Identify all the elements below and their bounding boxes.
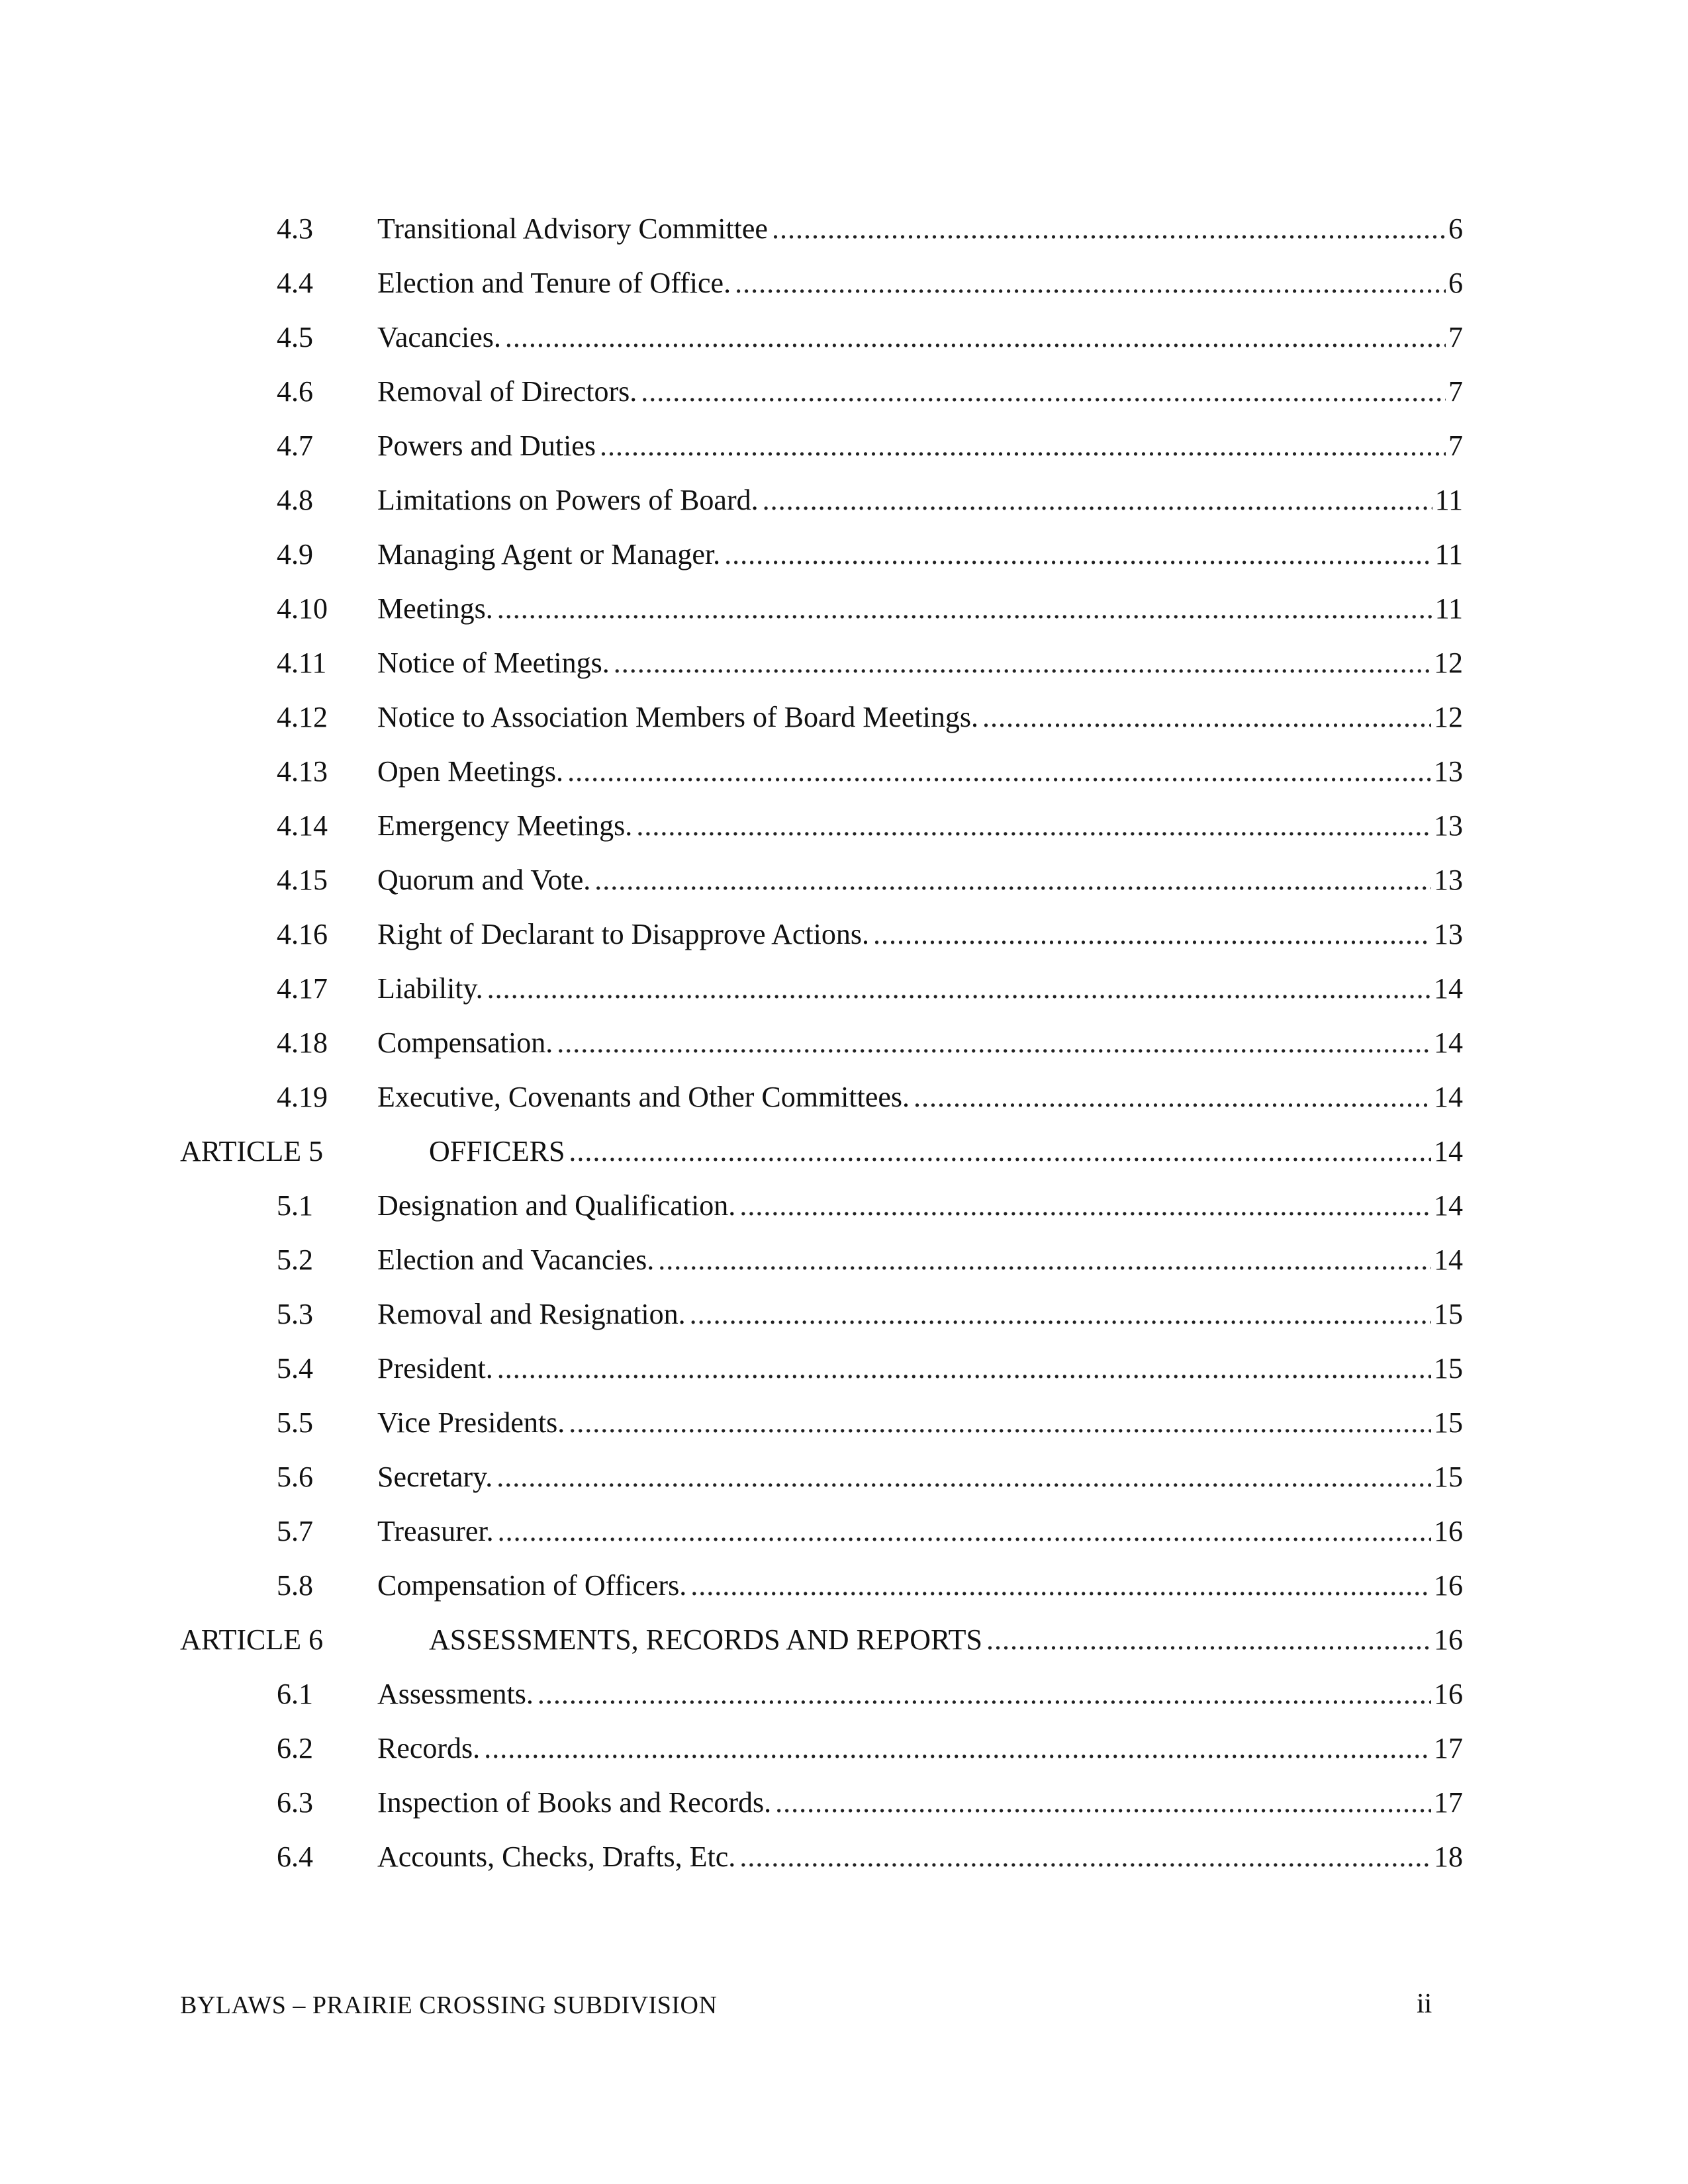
toc-entry-line: [377, 807, 1463, 844]
toc-section-row: [0, 1404, 1688, 1459]
dot-leader: [914, 1079, 1431, 1116]
toc-entry-number: 4.15: [277, 864, 328, 896]
dot-leader: [498, 1513, 1431, 1550]
table-of-contents: [0, 210, 1688, 1893]
dot-leader: [772, 210, 1446, 248]
toc-section-row: [0, 265, 1688, 319]
toc-section-row: [0, 373, 1688, 428]
dot-leader: [641, 373, 1446, 410]
toc-entry-line: [377, 1513, 1463, 1550]
toc-entry-line: [377, 1296, 1463, 1333]
toc-entry-number: 6.4: [277, 1841, 313, 1873]
toc-section-row: [0, 1567, 1688, 1621]
toc-entry-number: 4.11: [277, 647, 327, 679]
toc-entry-page: 7: [1448, 430, 1463, 462]
toc-entry-line: [377, 1459, 1463, 1496]
dot-leader: [763, 482, 1432, 519]
toc-section-row: [0, 1350, 1688, 1404]
toc-entry-title: Right of Declarant to Disapprove Actions.: [377, 918, 869, 950]
toc-entry-line: [377, 1784, 1463, 1821]
toc-entry-title: Vice Presidents.: [377, 1406, 565, 1439]
toc-entry-line: [429, 1133, 1463, 1170]
toc-entry-page: 13: [1434, 864, 1463, 896]
toc-entry-number: ARTICLE 5: [180, 1135, 324, 1167]
toc-section-row: [0, 1296, 1688, 1350]
toc-entry-line: [377, 753, 1463, 790]
toc-entry-page: 16: [1434, 1515, 1463, 1547]
toc-entry-page: 11: [1434, 592, 1463, 625]
toc-entry-page: 14: [1434, 1026, 1463, 1059]
toc-section-row: [0, 862, 1688, 916]
toc-entry-line: [377, 1079, 1463, 1116]
dot-leader: [739, 1187, 1431, 1224]
toc-entry-number: 4.12: [277, 701, 328, 733]
toc-entry-page: 16: [1434, 1569, 1463, 1602]
toc-entry-line: [377, 699, 1463, 736]
toc-section-row: [0, 1079, 1688, 1133]
toc-section-row: [0, 319, 1688, 373]
toc-entry-number: 4.19: [277, 1081, 328, 1113]
toc-entry-number: 4.9: [277, 538, 313, 570]
toc-entry-line: [377, 210, 1463, 248]
toc-entry-page: 17: [1434, 1786, 1463, 1819]
toc-entry-number: 5.4: [277, 1352, 313, 1385]
dot-leader: [487, 970, 1431, 1007]
toc-entry-number: 4.18: [277, 1026, 328, 1059]
toc-entry-title: OFFICERS: [429, 1135, 565, 1167]
dot-leader: [497, 1350, 1431, 1387]
toc-entry-title: Secretary.: [377, 1461, 493, 1493]
toc-section-row: [0, 482, 1688, 536]
toc-entry-title: Liability.: [377, 972, 483, 1005]
toc-section-row: [0, 1676, 1688, 1730]
toc-entry-title: Election and Tenure of Office.: [377, 267, 731, 299]
toc-article-row: [0, 1133, 1688, 1187]
toc-entry-page: 15: [1434, 1406, 1463, 1439]
toc-entry-number: 6.1: [277, 1678, 313, 1710]
toc-entry-number: 4.14: [277, 809, 328, 842]
toc-entry-line: [377, 590, 1463, 627]
toc-entry-title: Quorum and Vote.: [377, 864, 591, 896]
toc-entry-page: 12: [1434, 701, 1463, 733]
toc-entry-page: 6: [1448, 212, 1463, 245]
toc-entry-page: 15: [1434, 1298, 1463, 1330]
toc-entry-title: Open Meetings.: [377, 755, 564, 788]
toc-section-row: [0, 807, 1688, 862]
toc-entry-page: 7: [1448, 375, 1463, 408]
toc-section-row: [0, 699, 1688, 753]
toc-entry-line: [429, 1621, 1463, 1659]
toc-section-row: [0, 1730, 1688, 1784]
toc-article-row: [0, 1621, 1688, 1676]
toc-entry-page: 12: [1434, 647, 1463, 679]
toc-entry-title: Election and Vacancies.: [377, 1244, 655, 1276]
toc-entry-number: 5.7: [277, 1515, 313, 1547]
toc-section-row: [0, 753, 1688, 807]
toc-section-row: [0, 590, 1688, 645]
toc-entry-line: [377, 373, 1463, 410]
toc-entry-title: Notice of Meetings.: [377, 647, 610, 679]
dot-leader: [739, 1839, 1431, 1876]
toc-section-row: [0, 210, 1688, 265]
toc-entry-page: 14: [1434, 1135, 1463, 1167]
toc-section-row: [0, 645, 1688, 699]
dot-leader: [690, 1567, 1431, 1604]
dot-leader: [614, 645, 1431, 682]
toc-entry-line: [377, 970, 1463, 1007]
toc-entry-number: 6.2: [277, 1732, 313, 1764]
dot-leader: [658, 1242, 1431, 1279]
toc-entry-page: 11: [1434, 538, 1463, 570]
dot-leader: [484, 1730, 1431, 1767]
toc-entry-title: Compensation of Officers.: [377, 1569, 687, 1602]
toc-entry-title: Inspection of Books and Records.: [377, 1786, 772, 1819]
dot-leader: [735, 265, 1446, 302]
toc-entry-page: 14: [1434, 972, 1463, 1005]
toc-section-row: [0, 1024, 1688, 1079]
toc-entry-line: [377, 1839, 1463, 1876]
toc-entry-number: 4.17: [277, 972, 328, 1005]
toc-entry-title: Powers and Duties: [377, 430, 596, 462]
toc-entry-page: 16: [1434, 1623, 1463, 1656]
dot-leader: [496, 1459, 1431, 1496]
toc-entry-page: 13: [1434, 809, 1463, 842]
toc-entry-number: 4.16: [277, 918, 328, 950]
toc-entry-line: [377, 1730, 1463, 1767]
dot-leader: [569, 1404, 1431, 1441]
toc-entry-title: Records.: [377, 1732, 481, 1764]
dot-leader: [724, 536, 1432, 573]
dot-leader: [497, 590, 1432, 627]
toc-entry-page: 17: [1434, 1732, 1463, 1764]
toc-entry-number: 4.4: [277, 267, 313, 299]
toc-section-row: [0, 1839, 1688, 1893]
toc-entry-line: [377, 1404, 1463, 1441]
toc-entry-line: [377, 1567, 1463, 1604]
dot-leader: [505, 319, 1446, 356]
toc-entry-number: 5.1: [277, 1189, 313, 1222]
toc-entry-number: 4.10: [277, 592, 328, 625]
toc-entry-title: Executive, Covenants and Other Committees.: [377, 1081, 910, 1113]
dot-leader: [636, 807, 1431, 844]
dot-leader: [567, 753, 1431, 790]
dot-leader: [775, 1784, 1431, 1821]
toc-entry-title: Compensation.: [377, 1026, 553, 1059]
toc-entry-title: Removal of Directors.: [377, 375, 637, 408]
toc-entry-line: [377, 645, 1463, 682]
toc-entry-title: ASSESSMENTS, RECORDS AND REPORTS: [429, 1623, 983, 1656]
toc-section-row: [0, 428, 1688, 482]
toc-entry-title: Transitional Advisory Committee: [377, 212, 768, 245]
toc-section-row: [0, 1242, 1688, 1296]
toc-entry-number: 5.6: [277, 1461, 313, 1493]
toc-entry-page: 13: [1434, 918, 1463, 950]
toc-entry-page: 14: [1434, 1081, 1463, 1113]
toc-entry-page: 7: [1448, 321, 1463, 353]
footer-document-title: BYLAWS – PRAIRIE CROSSING SUBDIVISION: [180, 1991, 718, 2019]
toc-entry-number: 4.3: [277, 212, 313, 245]
toc-entry-page: 18: [1434, 1841, 1463, 1873]
dot-leader: [986, 1621, 1431, 1659]
dot-leader: [594, 862, 1431, 899]
toc-entry-title: Accounts, Checks, Drafts, Etc.: [377, 1841, 736, 1873]
dot-leader: [538, 1676, 1431, 1713]
toc-entry-title: Managing Agent or Manager.: [377, 538, 721, 570]
toc-entry-title: Notice to Association Members of Board Meetings.: [377, 701, 978, 733]
toc-entry-page: 15: [1434, 1352, 1463, 1385]
toc-entry-number: 4.6: [277, 375, 313, 408]
toc-entry-line: [377, 862, 1463, 899]
toc-entry-page: 16: [1434, 1678, 1463, 1710]
dot-leader: [600, 428, 1446, 465]
toc-entry-number: 5.5: [277, 1406, 313, 1439]
toc-entry-page: 14: [1434, 1244, 1463, 1276]
toc-entry-page: 15: [1434, 1461, 1463, 1493]
toc-section-row: [0, 1513, 1688, 1567]
dot-leader: [557, 1024, 1431, 1062]
toc-entry-title: Limitations on Powers of Board.: [377, 484, 759, 516]
toc-section-row: [0, 1459, 1688, 1513]
dot-leader: [690, 1296, 1431, 1333]
toc-entry-number: 6.3: [277, 1786, 313, 1819]
toc-entry-line: [377, 428, 1463, 465]
toc-entry-line: [377, 319, 1463, 356]
toc-entry-page: 14: [1434, 1189, 1463, 1222]
toc-entry-page: 6: [1448, 267, 1463, 299]
toc-entry-line: [377, 1350, 1463, 1387]
toc-entry-number: 5.8: [277, 1569, 313, 1602]
toc-entry-line: [377, 1187, 1463, 1224]
toc-entry-page: 13: [1434, 755, 1463, 788]
toc-entry-line: [377, 1024, 1463, 1062]
toc-entry-page: 11: [1434, 484, 1463, 516]
toc-entry-title: Vacancies.: [377, 321, 501, 353]
toc-entry-title: Meetings.: [377, 592, 493, 625]
toc-entry-number: ARTICLE 6: [180, 1623, 324, 1656]
toc-entry-line: [377, 916, 1463, 953]
toc-entry-line: [377, 536, 1463, 573]
dot-leader: [873, 916, 1431, 953]
toc-entry-line: [377, 1242, 1463, 1279]
toc-entry-title: President.: [377, 1352, 493, 1385]
toc-section-row: [0, 1187, 1688, 1242]
toc-entry-number: 5.3: [277, 1298, 313, 1330]
toc-entry-number: 4.5: [277, 321, 313, 353]
toc-entry-number: 4.8: [277, 484, 313, 516]
toc-entry-number: 5.2: [277, 1244, 313, 1276]
toc-entry-line: [377, 265, 1463, 302]
footer-page-number: ii: [1417, 1989, 1432, 2019]
toc-entry-line: [377, 482, 1463, 519]
toc-section-row: [0, 970, 1688, 1024]
toc-entry-number: 4.7: [277, 430, 313, 462]
toc-entry-number: 4.13: [277, 755, 328, 788]
toc-entry-title: Designation and Qualification.: [377, 1189, 736, 1222]
toc-section-row: [0, 536, 1688, 590]
dot-leader: [982, 699, 1431, 736]
dot-leader: [569, 1133, 1431, 1170]
toc-entry-line: [377, 1676, 1463, 1713]
toc-entry-title: Removal and Resignation.: [377, 1298, 686, 1330]
toc-section-row: [0, 1784, 1688, 1839]
toc-entry-title: Treasurer.: [377, 1515, 494, 1547]
toc-entry-title: Assessments.: [377, 1678, 534, 1710]
toc-entry-title: Emergency Meetings.: [377, 809, 633, 842]
toc-section-row: [0, 916, 1688, 970]
